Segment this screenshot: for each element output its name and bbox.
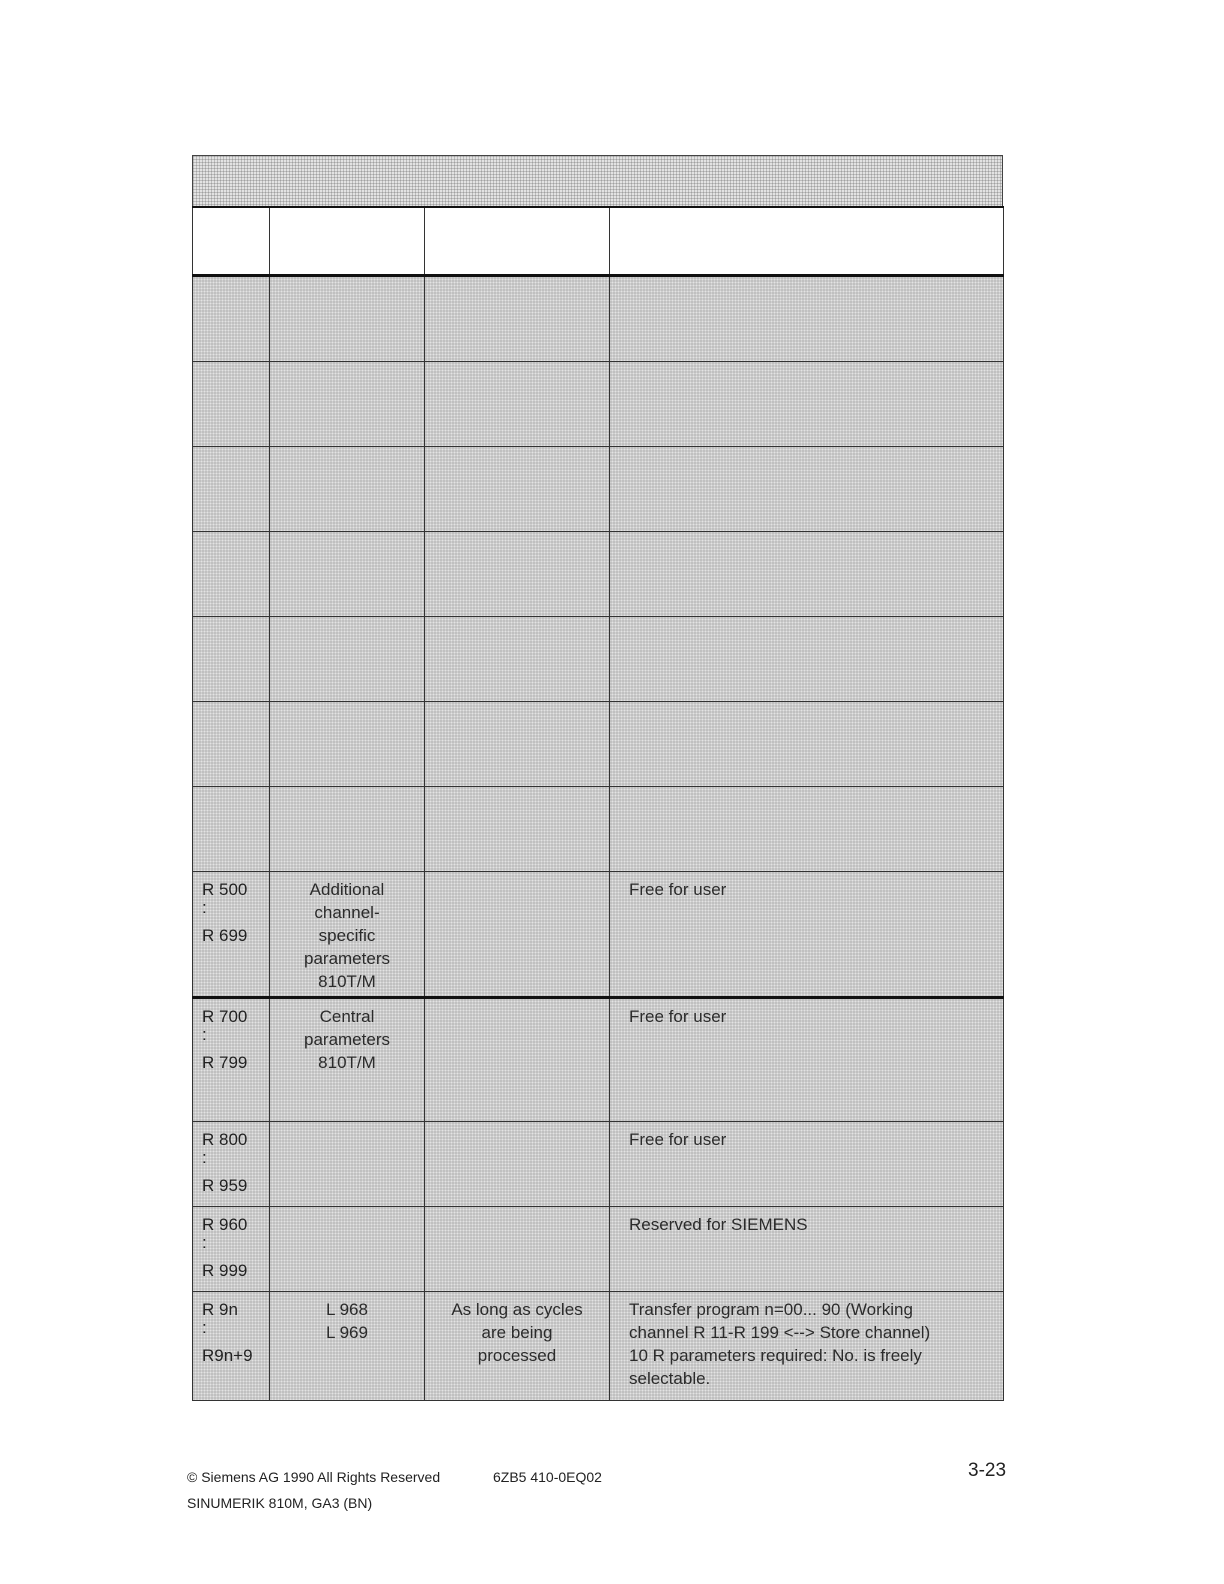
param-range-cell	[193, 1292, 270, 1401]
table-cell	[425, 702, 610, 787]
table-cell	[270, 362, 425, 447]
param-range-start: R 800	[202, 1130, 248, 1149]
param-range-separator: :	[202, 1233, 207, 1252]
table-row	[193, 362, 1004, 447]
table-cell	[425, 447, 610, 532]
table-cell	[270, 276, 425, 362]
table-cell	[193, 276, 270, 362]
param-description-cell	[610, 872, 1004, 998]
param-range-start: R 960	[202, 1215, 248, 1234]
table-cell	[270, 787, 425, 872]
param-description-text: Reserved for SIEMENS	[629, 1215, 808, 1234]
table-row	[193, 702, 1004, 787]
param-group-cell	[270, 1292, 425, 1401]
page-footer	[187, 1464, 602, 1516]
param-validity-cell	[425, 1122, 610, 1207]
table-cell	[270, 702, 425, 787]
parameter-table-region	[192, 155, 1003, 1395]
param-group-cell	[270, 872, 425, 998]
param-range-cell	[193, 998, 270, 1122]
header-cell-parameter	[193, 207, 270, 276]
param-range-end: R 999	[202, 1261, 248, 1280]
param-group-cell	[270, 1122, 425, 1207]
table-row	[193, 787, 1004, 872]
table-cell	[270, 447, 425, 532]
param-validity-cell	[425, 1292, 610, 1401]
footer-copyright: © Siemens AG 1990 All Rights Reserved	[187, 1469, 441, 1485]
param-validity-cell	[425, 998, 610, 1122]
footer-order-number: 6ZB5 410-0EQ02	[493, 1469, 602, 1485]
param-range-end: R 699	[202, 926, 248, 945]
table-row	[193, 276, 1004, 362]
table-cell	[193, 617, 270, 702]
table-cell	[193, 702, 270, 787]
footer-line-1	[187, 1464, 602, 1490]
table-cell	[610, 787, 1004, 872]
header-cell-validity	[425, 207, 610, 276]
param-range-cell	[193, 872, 270, 998]
table-row	[193, 1292, 1004, 1401]
param-range-separator: :	[202, 898, 207, 917]
table-cell	[610, 532, 1004, 617]
table-row	[193, 1122, 1004, 1207]
param-range-start: R 700	[202, 1007, 248, 1026]
param-range-cell	[193, 1122, 270, 1207]
table-cell	[425, 362, 610, 447]
param-range-separator: :	[202, 1148, 207, 1167]
param-range-end: R 959	[202, 1176, 248, 1195]
param-range-end: R9n+9	[202, 1346, 253, 1365]
footer-product: SINUMERIK 810M, GA3 (BN)	[187, 1495, 373, 1511]
table-cell	[193, 532, 270, 617]
param-range-end: R 799	[202, 1053, 248, 1072]
table-header-row	[193, 207, 1004, 276]
table-cell	[610, 617, 1004, 702]
table-row	[193, 1207, 1004, 1292]
table-row	[193, 872, 1004, 998]
param-group-text: Additional channel- specific parameters 810T/M	[304, 880, 390, 991]
param-description-cell	[610, 998, 1004, 1122]
param-description-cell	[610, 1122, 1004, 1207]
table-cell	[425, 276, 610, 362]
table-cell	[193, 362, 270, 447]
table-cell	[610, 702, 1004, 787]
r-parameter-table	[192, 206, 1004, 1401]
param-range-separator: :	[202, 1025, 207, 1044]
param-group-text: Central parameters 810T/M	[304, 1007, 390, 1072]
table-cell	[270, 617, 425, 702]
param-description-cell	[610, 1292, 1004, 1401]
table-cell	[270, 532, 425, 617]
page-number: 3-23	[968, 1460, 1007, 1481]
table-title-band	[192, 155, 1003, 206]
table-cell	[193, 447, 270, 532]
param-description-text: Free for user	[629, 880, 727, 899]
table-cell	[193, 787, 270, 872]
param-range-start: R 9n	[202, 1300, 238, 1319]
table-cell	[610, 276, 1004, 362]
param-validity-cell	[425, 1207, 610, 1292]
param-description-text: Transfer program n=00... 90 (Working channel R 11-R 199 <--> Store channel) 10 R parameters required: No. is freely selectable.	[629, 1300, 931, 1388]
table-cell	[425, 532, 610, 617]
table-cell	[425, 617, 610, 702]
table-row	[193, 998, 1004, 1122]
param-group-cell	[270, 998, 425, 1122]
param-description-text: Free for user	[629, 1130, 727, 1149]
header-cell-group	[270, 207, 425, 276]
param-description-cell	[610, 1207, 1004, 1292]
param-validity-cell	[425, 872, 610, 998]
param-range-cell	[193, 1207, 270, 1292]
table-row	[193, 532, 1004, 617]
header-cell-description	[610, 207, 1004, 276]
table-cell	[425, 787, 610, 872]
param-range-separator: :	[202, 1318, 207, 1337]
table-cell	[610, 447, 1004, 532]
table-row	[193, 617, 1004, 702]
param-range-start: R 500	[202, 880, 248, 899]
param-group-cell	[270, 1207, 425, 1292]
param-validity-text: As long as cycles are being processed	[451, 1300, 583, 1365]
table-row	[193, 447, 1004, 532]
param-description-text: Free for user	[629, 1007, 727, 1026]
table-cell	[610, 362, 1004, 447]
param-group-text: L 968 L 969	[326, 1300, 368, 1342]
